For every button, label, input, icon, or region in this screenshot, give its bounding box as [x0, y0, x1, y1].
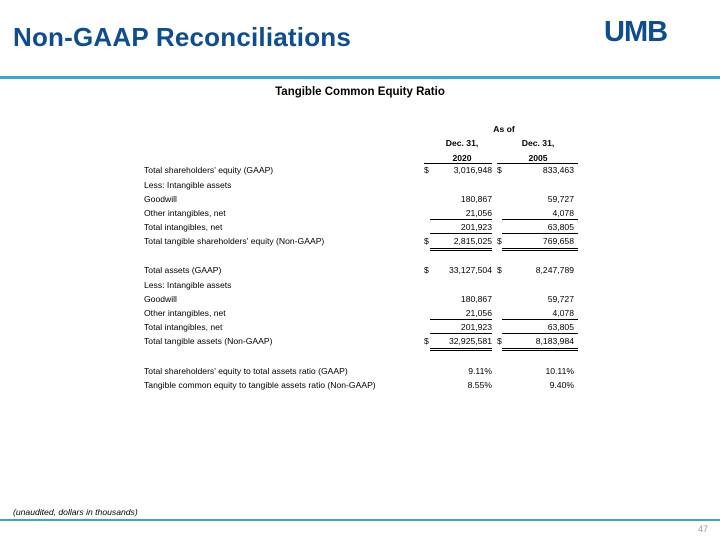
- value-2020: 3,016,948: [453, 165, 492, 175]
- value-2005: 4,078: [552, 208, 574, 218]
- value-2020: 2,815,025: [453, 236, 492, 246]
- as-of-header: As of: [493, 124, 515, 134]
- dollar-sign: $: [424, 165, 429, 175]
- table-row-label: Tangible common equity to tangible assets ratio (Non-GAAP): [144, 380, 376, 390]
- footnote: (unaudited, dollars in thousands): [13, 507, 138, 517]
- subtotal-underline: [430, 333, 492, 334]
- col1-header-underline: [424, 163, 492, 164]
- table-row-label: Other intangibles, net: [144, 308, 226, 318]
- subtotal-underline: [430, 319, 492, 320]
- value-2005: 4,078: [552, 308, 574, 318]
- value-2020: 21,056: [465, 208, 492, 218]
- value-2020: 8.55%: [467, 380, 492, 390]
- subtotal-underline: [430, 233, 492, 234]
- value-2020: 201,923: [460, 222, 492, 232]
- dollar-sign: $: [424, 336, 429, 346]
- table-row-label: Total tangible assets (Non-GAAP): [144, 336, 273, 346]
- value-2020: 32,925,581: [448, 336, 492, 346]
- value-2005: 63,805: [547, 222, 574, 232]
- value-2020: 180,867: [460, 194, 492, 204]
- page-title: Non-GAAP Reconciliations: [13, 22, 352, 52]
- logo-text: UMB: [604, 16, 668, 48]
- dollar-sign: $: [424, 265, 429, 275]
- table-row-label: Total shareholders' equity to total assets ratio (GAAP): [144, 366, 348, 376]
- total-double-underline: [502, 248, 578, 251]
- value-2005: 59,727: [547, 294, 574, 304]
- value-2005: 8,247,789: [535, 265, 574, 275]
- table-row-label: Goodwill: [144, 294, 177, 304]
- col2-year-header: 2005: [528, 153, 548, 163]
- dollar-sign: $: [497, 336, 502, 346]
- subtotal-underline: [430, 219, 492, 220]
- dollar-sign: $: [497, 265, 502, 275]
- subtotal-underline: [502, 219, 578, 220]
- table-row-label: Total intangibles, net: [144, 322, 223, 332]
- col2-date-header: Dec. 31,: [521, 138, 555, 148]
- dollar-sign: $: [497, 236, 502, 246]
- dollar-sign: $: [424, 236, 429, 246]
- table-title: Tangible Common Equity Ratio: [275, 86, 445, 98]
- value-2020: 21,056: [465, 308, 492, 318]
- value-2020: 180,867: [460, 294, 492, 304]
- total-double-underline: [430, 248, 492, 251]
- value-2005: 769,658: [542, 236, 574, 246]
- value-2020: 201,923: [460, 322, 492, 332]
- col1-date-header: Dec. 31,: [445, 138, 479, 148]
- col1-year-header: 2020: [452, 153, 472, 163]
- value-2020: 9.11%: [468, 366, 492, 376]
- page-number: 47: [697, 524, 708, 534]
- value-2020: 33,127,504: [448, 265, 492, 275]
- value-2005: 63,805: [547, 322, 574, 332]
- table-row-label: Goodwill: [144, 194, 177, 204]
- table-row-label: Less: Intangible assets: [144, 280, 232, 290]
- value-2005: 833,463: [542, 165, 574, 175]
- table-row-label: Total tangible shareholders' equity (Non-GAAP): [144, 236, 325, 246]
- total-double-underline: [430, 348, 492, 351]
- dollar-sign: $: [497, 165, 502, 175]
- value-2005: 59,727: [547, 194, 574, 204]
- table-row-label: Total assets (GAAP): [144, 265, 222, 275]
- col2-header-underline: [497, 163, 578, 164]
- total-double-underline: [502, 348, 578, 351]
- value-2005: 9.40%: [549, 380, 574, 390]
- table-row-label: Total shareholders' equity (GAAP): [144, 165, 274, 175]
- subtotal-underline: [502, 233, 578, 234]
- footer-divider: [0, 519, 720, 521]
- value-2005: 8,183,984: [535, 336, 574, 346]
- table-row-label: Total intangibles, net: [144, 222, 223, 232]
- value-2005: 10.11%: [545, 366, 574, 376]
- table-row-label: Less: Intangible assets: [144, 180, 232, 190]
- subtotal-underline: [502, 319, 578, 320]
- table-row-label: Other intangibles, net: [144, 208, 226, 218]
- subtotal-underline: [502, 333, 578, 334]
